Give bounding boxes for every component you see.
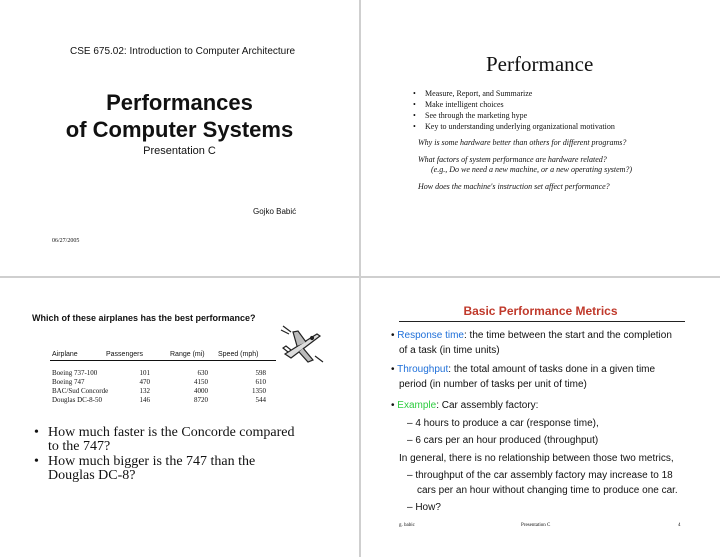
question-1: Why is some hardware better than others for different programs? bbox=[418, 138, 627, 147]
table-cell: 610 bbox=[255, 378, 266, 386]
table-cell: 101 bbox=[139, 369, 150, 377]
slide-metrics bbox=[361, 278, 720, 557]
bullet-response-time: • Response time: the time between the start and the completion bbox=[391, 330, 672, 341]
table-cell: Douglas DC-8-50 bbox=[52, 396, 102, 404]
title-line-1: Performances bbox=[106, 90, 253, 115]
column-header-speed: Speed (mph) bbox=[218, 351, 259, 358]
sub-point: cars per an hour without changing time to produce one car. bbox=[417, 485, 678, 496]
definition-text: : the total amount of tasks done in a given time bbox=[448, 364, 656, 375]
bullet-item: • Make intelligent choices bbox=[413, 99, 615, 110]
table-cell: BAC/Sud Concorde bbox=[52, 387, 109, 395]
example-text: : Car assembly factory: bbox=[436, 400, 539, 411]
table-cell: 4000 bbox=[194, 387, 208, 395]
definition-text: : the time between the start and the completion bbox=[463, 330, 672, 341]
column-header-range: Range (mi) bbox=[170, 351, 205, 358]
definition-text: period (in number of tasks per unit of time) bbox=[399, 379, 587, 390]
question-text: to the 747? bbox=[48, 439, 111, 454]
question-bullet-2: • How much bigger is the 747 than the Douglas DC-8? bbox=[34, 454, 256, 483]
footer-presentation: Presentation C bbox=[521, 523, 551, 528]
bullet-item: • Measure, Report, and Summarize bbox=[413, 88, 615, 99]
term-example: Example bbox=[397, 400, 437, 411]
table-cell: Boeing 737-100 bbox=[52, 369, 98, 377]
question-2-detail: (e.g., Do we need a new machine, or a new operating system?) bbox=[431, 165, 633, 174]
question-text: How much faster is the Concorde compared bbox=[48, 425, 295, 440]
table-cell: Boeing 747 bbox=[52, 378, 85, 386]
slide-heading: Which of these airplanes has the best performance? bbox=[32, 313, 256, 323]
table-cell: 4150 bbox=[194, 378, 208, 386]
question-text: How much bigger is the 747 than the bbox=[48, 454, 256, 469]
table-cell: 1350 bbox=[252, 387, 266, 395]
table-cell: 470 bbox=[139, 378, 150, 386]
slide-airplanes bbox=[0, 278, 359, 557]
bullet-item: • Key to understanding underlying organizational motivation bbox=[413, 121, 615, 132]
course-name: CSE 675.02: Introduction to Computer Architecture bbox=[70, 46, 296, 57]
table-cell: 146 bbox=[139, 396, 150, 404]
term-response-time: Response time bbox=[397, 330, 464, 341]
header-rule bbox=[50, 360, 276, 361]
footer-page-number: 4 bbox=[678, 523, 681, 528]
column-header-passengers: Passengers bbox=[106, 351, 143, 358]
table-cell: 8720 bbox=[194, 396, 208, 404]
slide-heading: Performance bbox=[486, 52, 594, 76]
author-name: Gojko Babić bbox=[253, 207, 297, 216]
table-cell: 598 bbox=[255, 369, 266, 377]
slide-heading: Basic Performance Metrics bbox=[463, 304, 618, 318]
bullet-throughput: • Throughput: the total amount of tasks done in a given time bbox=[391, 364, 656, 375]
general-statement: In general, there is no relationship between those two metrics, bbox=[399, 453, 674, 464]
column-header-airplane: Airplane bbox=[52, 351, 78, 358]
presentation-label: Presentation C bbox=[143, 145, 216, 157]
bullet-item: • See through the marketing hype bbox=[413, 110, 615, 121]
question-2: What factors of system performance are hardware related? bbox=[418, 155, 607, 164]
sub-point: – throughput of the car assembly factory may increase to 18 bbox=[407, 470, 673, 481]
definition-text: of a task (in time units) bbox=[399, 345, 500, 356]
sub-point: – 4 hours to produce a car (response time), bbox=[407, 418, 599, 429]
bullet-list bbox=[413, 88, 615, 132]
table-cell: 132 bbox=[139, 387, 150, 395]
title-line-2: of Computer Systems bbox=[65, 117, 294, 142]
heading-rule bbox=[399, 321, 685, 322]
bullet-example: • Example: Car assembly factory: bbox=[391, 400, 539, 411]
slide-performance bbox=[361, 0, 720, 276]
sub-point: – How? bbox=[407, 502, 441, 513]
slide-title bbox=[0, 0, 359, 276]
question-text: Douglas DC-8? bbox=[48, 468, 136, 483]
question-3: How does the machine's instruction set affect performance? bbox=[418, 182, 610, 191]
airplane-icon bbox=[279, 324, 325, 366]
term-throughput: Throughput bbox=[397, 364, 449, 375]
sub-point: – 6 cars per an hour produced (throughput) bbox=[407, 435, 599, 446]
table-cell: 544 bbox=[255, 396, 266, 404]
table-cell: 630 bbox=[197, 369, 208, 377]
footer-author: g. babic bbox=[399, 523, 415, 528]
question-bullet-1: • How much faster is the Concorde compared to the 747? bbox=[34, 425, 295, 454]
date: 06/27/2005 bbox=[52, 238, 80, 244]
